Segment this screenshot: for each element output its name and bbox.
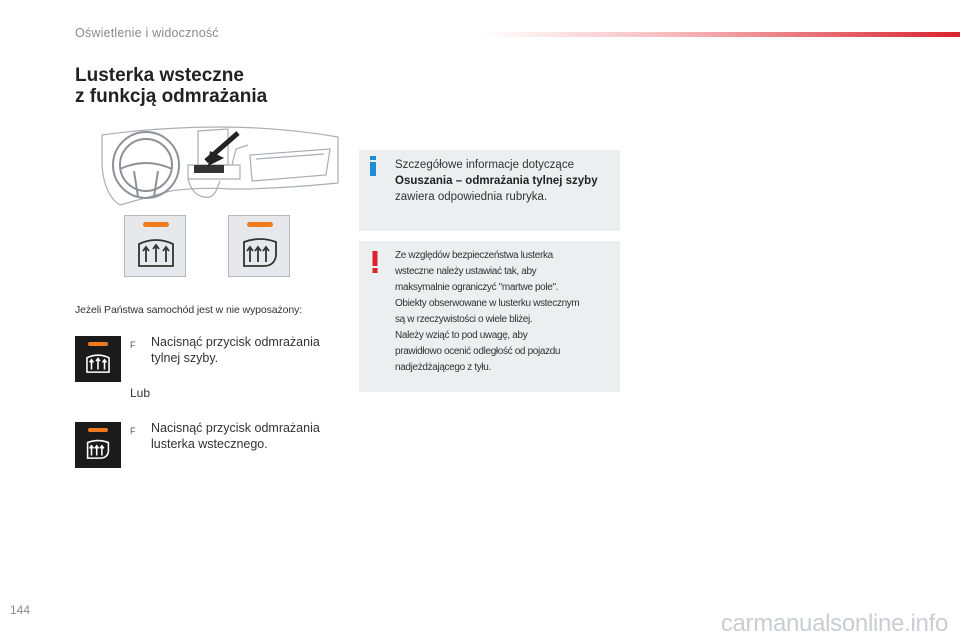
info-text-tail: zawiera odpowiednia rubryka. <box>395 191 548 203</box>
indicator-led <box>88 428 108 432</box>
warning-line: nadjeżdżającego z tyłu. <box>395 362 491 373</box>
watermark: carmanualsonline.info <box>720 610 948 637</box>
rear-window-defrost-icon <box>85 350 111 376</box>
mirror-defrost-icon <box>85 436 111 462</box>
bullet-marker: F <box>130 340 136 350</box>
header-accent-line <box>480 32 960 37</box>
page-title-line-2: z funkcją odmrażania <box>75 86 268 107</box>
warning-line: Ze względów bezpieczeństwa lusterka <box>395 250 553 261</box>
intro-text: Jeżeli Państwa samochód jest w nie wyposażony: <box>75 304 303 316</box>
page-title <box>75 65 267 107</box>
info-text <box>395 157 617 205</box>
indicator-led <box>143 222 169 227</box>
page-number: 144 <box>10 603 31 617</box>
warning-line: maksymalnie ograniczyć "martwe pole". <box>395 282 559 293</box>
warning-line: wsteczne należy ustawiać tak, aby <box>395 266 537 277</box>
warning-exclamation-icon <box>372 251 378 273</box>
section-header: Oświetlenie i widoczność <box>75 26 219 40</box>
mirror-defrost-icon <box>240 234 280 270</box>
instruction-mirror-defrost <box>130 420 350 452</box>
warning-line: prawidłowo ocenić odległość od pojazdu <box>395 346 561 357</box>
warning-line: są w rzeczywistości o wiele bliżej. <box>395 314 533 325</box>
info-text-bold: Osuszania – odmrażania tylnej szyby <box>395 175 598 187</box>
warning-box <box>359 241 620 392</box>
indicator-led <box>88 342 108 346</box>
instruction-text: Nacisnąć przycisk odmrażania tylnej szyby. <box>151 335 320 365</box>
warning-line: Należy wziąć to pod uwagę, aby <box>395 330 528 341</box>
or-label: Lub <box>130 386 151 400</box>
warning-text <box>395 248 617 376</box>
figure-rear-defrost-button <box>124 215 186 277</box>
figure-mirror-defrost-button <box>228 215 290 277</box>
instruction-text: Nacisnąć przycisk odmrażania lusterka wstecznego. <box>151 421 320 451</box>
warning-line: Obiekty obserwowane w lusterku wstecznym <box>395 298 580 309</box>
rear-window-defrost-icon <box>136 234 176 270</box>
indicator-led <box>247 222 273 227</box>
bullet-marker: F <box>130 426 136 436</box>
info-icon <box>368 156 378 176</box>
info-box <box>359 150 620 231</box>
mirror-defrost-button-icon <box>75 422 121 468</box>
rear-defrost-button-icon <box>75 336 121 382</box>
dashboard-illustration <box>100 125 340 215</box>
page-title-line-1: Lusterka wsteczne <box>75 65 244 86</box>
info-text-lead: Szczegółowe informacje dotyczące <box>395 159 574 171</box>
instruction-rear-defrost <box>130 334 350 366</box>
